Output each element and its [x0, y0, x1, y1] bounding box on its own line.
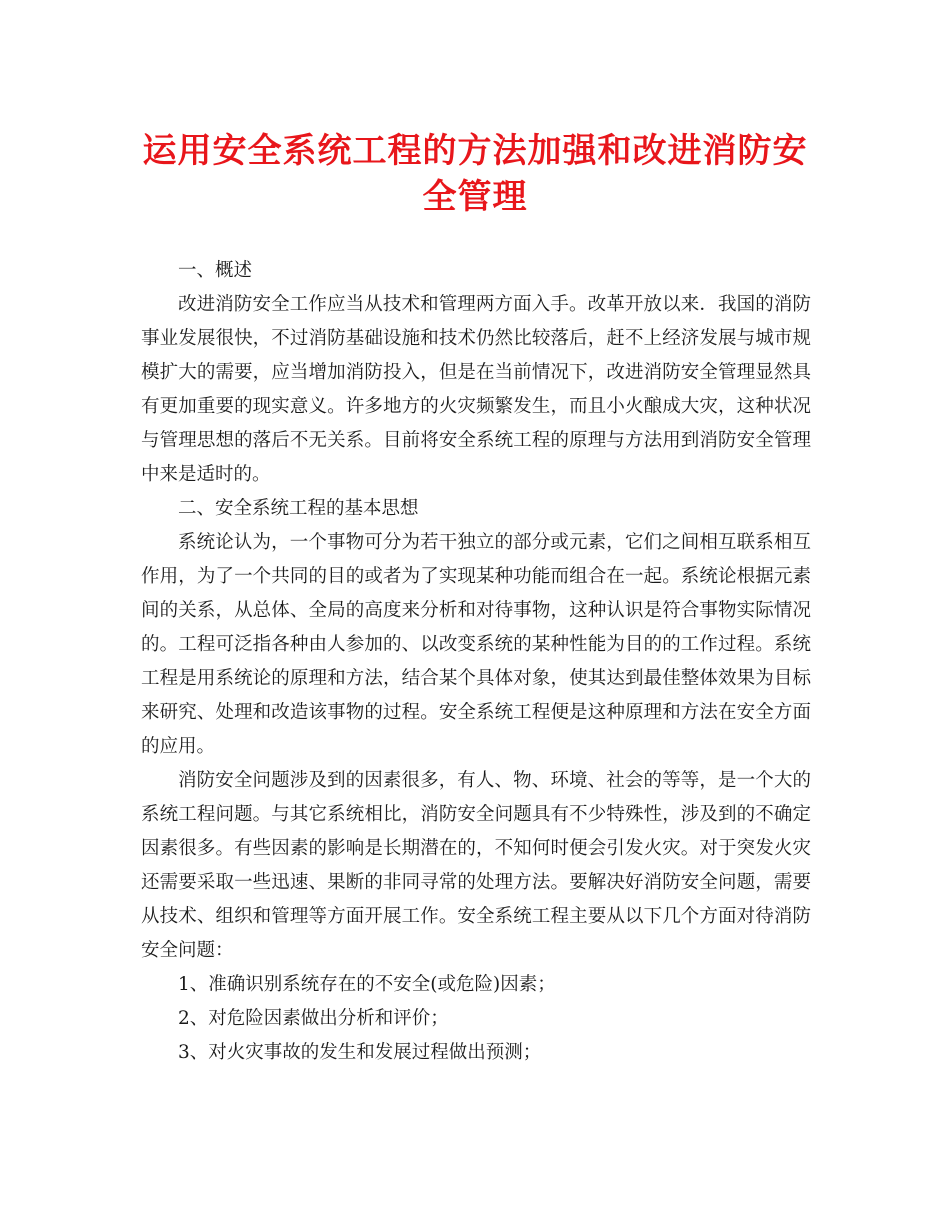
- paragraph: 消防安全问题涉及到的因素很多，有人、物、环境、社会的等等，是一个大的系统工程问题。与其它系统相比，消防安全问题具有不少特殊性，涉及到的不确定因素很多。有些因素的影响是长期潜在的，不知何时便会引发火灾。对于突发火灾还需要采取一些迅速、果断的非同寻常的处理方法。要解决好消防安全问题，需要从技术、组织和管理等方面开展工作。安全系统工程主要从以下几个方面对待消防安全问题：: [141, 770, 811, 961]
- list-item: 2、对危险因素做出分析和评价；: [178, 1008, 449, 1029]
- list-item: 3、对火灾事故的发生和发展过程做出预测；: [178, 1042, 542, 1063]
- list-item: 1、准确识别系统存在的不安全(或危险)因素；: [178, 974, 556, 995]
- paragraph: 改进消防安全工作应当从技术和管理两方面入手。改革开放以来．我国的消防事业发展很快，不过消防基础设施和技术仍然比较落后，赶不上经济发展与城市规模扩大的需要，应当增加消防投入，但是在当前情况下，改进消防安全管理显然具有更加重要的现实意义。许多地方的火灾频繁发生，而且小火酿成大灾，这种状况与管理思想的落后不无关系。目前将安全系统工程的原理与方法用到消防安全管理中来是适时的。: [141, 294, 811, 485]
- section-heading-basic-idea: 二、安全系统工程的基本思想: [178, 498, 419, 519]
- document-title: 运用安全系统工程的方法加强和改进消防安全管理: [142, 131, 808, 217]
- paragraph: 系统论认为，一个事物可分为若干独立的部分或元素，它们之间相互联系相互作用，为了一个共同的目的或者为了实现某种功能而组合在一起。系统论根据元素间的关系，从总体、全局的高度来分析和对待事物，这种认识是符合事物实际情况的。工程可泛指各种由人参加的、以改变系统的某种性能为目的的工作过程。系统工程是用系统论的原理和方法，结合某个具体对象，使其达到最佳整体效果为目标来研究、处理和改造该事物的过程。安全系统工程便是这种原理和方法在安全方面的应用。: [141, 532, 811, 757]
- section-heading-overview: 一、概述: [178, 260, 253, 281]
- document-body: [141, 254, 811, 1070]
